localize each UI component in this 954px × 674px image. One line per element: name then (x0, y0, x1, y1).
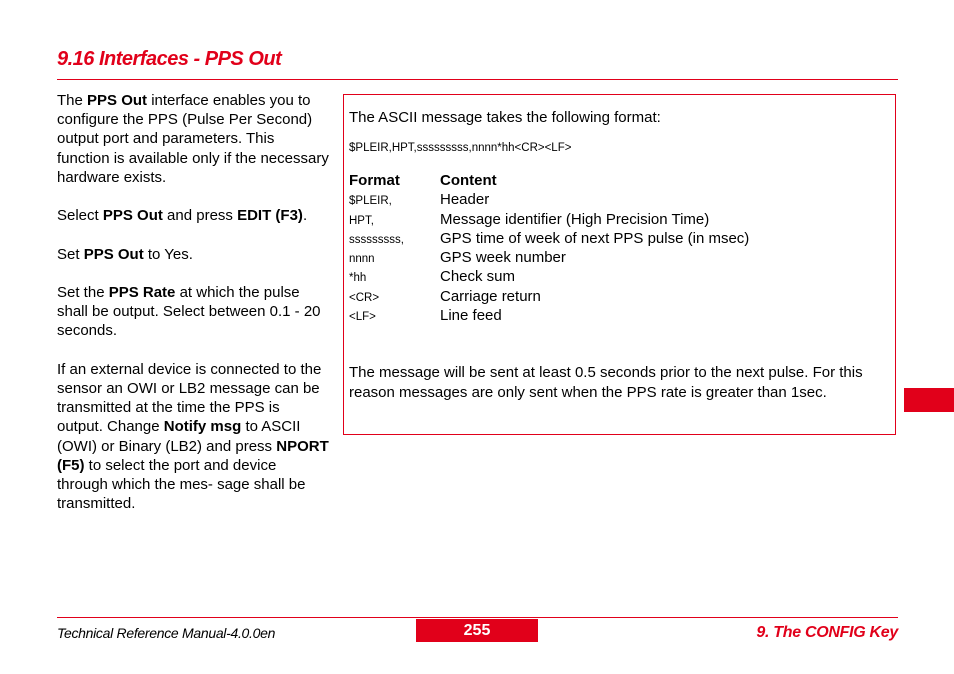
format-code-cell: *hh (349, 272, 367, 285)
format-content-cell: GPS week number (440, 249, 566, 267)
format-table-row (349, 211, 749, 230)
format-code-cell: <LF> (349, 311, 376, 324)
bold-term: PPS Out (87, 92, 148, 109)
paragraph-external-device (57, 360, 329, 514)
text-run: . (302, 207, 308, 225)
format-content-cell: Check sum (440, 268, 516, 286)
text-run: at which the pulse shall be output. Select between 0.1 - 20 seconds. (57, 283, 321, 340)
text-run: Set the (57, 283, 109, 301)
text-run: to select the port and device through which the mes- sage shall be transmitted. (57, 456, 306, 513)
format-content-cell: Carriage return (440, 287, 541, 305)
text-run: to Yes. (143, 245, 193, 263)
format-table-row (349, 230, 749, 249)
manual-name: Technical Reference Manual-4.0.0en (57, 625, 276, 641)
instructions-column (57, 91, 329, 533)
text-run: The (57, 92, 88, 109)
format-content-cell: Message identifier (High Precision Time) (440, 210, 710, 228)
bold-term: Notify msg (163, 418, 242, 436)
bold-term: PPS Out (102, 207, 163, 225)
header-rule (57, 79, 898, 80)
format-table-row (349, 191, 749, 210)
text-run: Set (57, 245, 84, 263)
message-template: $PLEIR,HPT,sssssssss,nnnn*hh<CR><LF> (349, 142, 572, 154)
format-code-cell: HPT, (349, 214, 374, 227)
format-table-header (349, 172, 749, 191)
format-content-cell: GPS time of week of next PPS pulse (in msec) (440, 229, 750, 247)
format-intro: The ASCII message takes the following format: (349, 109, 661, 126)
format-code-cell: $PLEIR, (349, 195, 392, 208)
paragraph-intro (57, 91, 329, 187)
format-table-row (349, 249, 749, 268)
text-run: and press (162, 207, 238, 225)
format-table-row (349, 288, 749, 307)
format-table (349, 172, 749, 326)
text-run: Select (57, 207, 103, 225)
bold-term: PPS Rate (108, 283, 176, 301)
footer-rule (57, 617, 898, 618)
chapter-tab-marker (904, 388, 954, 412)
format-table-body (349, 191, 749, 326)
format-content-cell: Header (440, 191, 490, 209)
section-name: 9. The CONFIG Key (756, 624, 898, 641)
message-format-box (343, 94, 896, 435)
bold-term: EDIT (F3) (237, 207, 303, 225)
paragraph-set-pps-out (57, 245, 329, 264)
format-code-cell: <CR> (349, 291, 380, 304)
header-content: Content (440, 172, 497, 189)
page-title: 9.16 Interfaces - PPS Out (57, 48, 282, 70)
bold-term: PPS Out (83, 245, 144, 263)
page-number: 255 (416, 619, 538, 642)
bold-term: NPORT (F5) (57, 437, 329, 474)
format-content-cell: Line feed (440, 307, 502, 325)
paragraph-select (57, 206, 329, 225)
header-format: Format (349, 172, 400, 189)
text-run: to ASCII (OWI) or Binary (LB2) and press (57, 418, 301, 455)
text-run: interface enables you to configure the PPS (Pulse Per Second) output port and parameters. This function is available only if the necessary hardware exists. (57, 92, 329, 186)
format-table-row (349, 307, 749, 326)
format-table-row (349, 268, 749, 287)
paragraph-pps-rate (57, 283, 329, 341)
closing-note: The message will be sent at least 0.5 seconds prior to the next pulse. For this reason messages are only sent when the PPS rate is greater than 1sec. (349, 364, 863, 401)
format-code-cell: sssssssss, (349, 233, 404, 246)
text-run: If an external device is connected to the sensor an OWI or LB2 message can be transmitted at the time the PPS is output. Change (57, 360, 322, 436)
format-code-cell: nnnn (349, 253, 375, 266)
